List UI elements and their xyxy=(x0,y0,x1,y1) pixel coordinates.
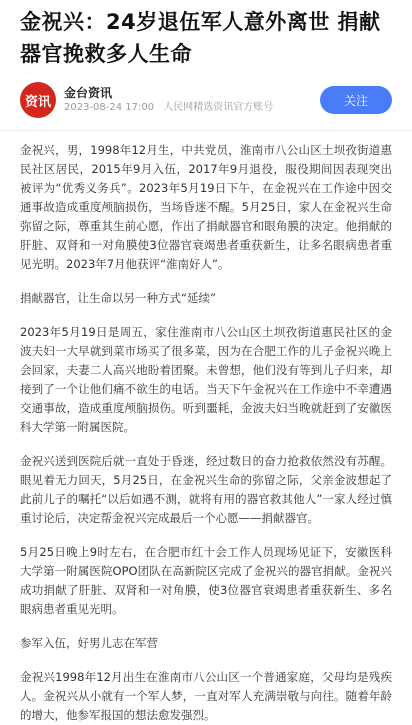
author-name[interactable]: 金台资讯 xyxy=(64,86,113,100)
paragraph: 5月25日晚上9时左右，在合肥市红十会工作人员现场见证下，安徽医科大学第一附属医院OPO团队在高新院区完成了金祝兴的器官捐献。金祝兴成功捐献了肝脏、双肾和一对角膜，使3位器官衰竭患者重获新生、多名眼病患者重见光明。 xyxy=(20,545,392,616)
paragraph: 金祝兴1998年12月出生在淮南市八公山区一个普通家庭，父母均是残疾人。金祝兴从小就有一个军人梦，一直对军人充满崇敬与向往。随着年龄的增大，他参军报国的想法愈发强烈。 xyxy=(20,670,392,722)
author-row xyxy=(20,82,392,118)
section-heading: 捐献器官，让生命以另一种方式“延续” xyxy=(20,291,216,305)
author-meta xyxy=(64,85,320,115)
paragraph: 金祝兴，男，1998年12月生，中共党员，淮南市八公山区土坝孜街道惠民社区居民，2015年9月入伍，2017年9月退役，服役期间因表现突出被评为“优秀义务兵”。2023年5月19日下午，在金祝兴在工作途中因交通事故造成重度颅脑损伤，当场昏迷不醒。5月25日，家人在金祝兴生命弥留之际，尊重其生前心愿，作出了捐献器官和眼角膜的决定。他捐献的肝脏、双肾和一对角膜使3位器官衰竭患者重获新生，让多名眼病患者重见光明。2023年7月他获评“淮南好人”。 xyxy=(20,143,392,271)
article-body xyxy=(20,131,392,725)
publish-date: 2023-08-24 17:00 xyxy=(64,102,155,113)
article-title: 金祝兴：24岁退伍军人意外离世 捐献器官挽救多人生命 xyxy=(20,10,381,66)
paragraph: 金祝兴送到医院后就一直处于昏迷，经过数日的奋力抢救依然没有苏醒。眼见着无力回天，5月25日，在金祝兴生命的弥留之际，父亲金波想起了此前儿子的嘱托“以后如遇不测，就将有用的器官救其他人”一家人经过慎重讨论后，决定帮金祝兴完成最后一个心愿——捐献器官。 xyxy=(20,454,392,525)
section-heading: 参军入伍，好男儿志在军营 xyxy=(20,636,158,650)
follow-button[interactable]: 关注 xyxy=(320,86,392,114)
author-avatar[interactable]: 资讯 xyxy=(20,82,56,118)
author-sub xyxy=(64,101,320,115)
paragraph: 2023年5月19日是周五，家住淮南市八公山区土坝孜街道惠民社区的金波夫妇一大早就到菜市场买了很多菜，因为在合肥工作的儿子金祝兴晚上会回家，夫妻二人高兴地盼着团聚。未曾想，他们没有等到儿子归来，却接到了一个让他们痛不欲生的电话。当天下午金祝兴在工作途中不幸遭遇交通事故，造成重度颅脑损伤。听到噩耗，金波夫妇当晚就赶到了安徽医科大学第一附属医院。 xyxy=(20,325,392,434)
author-desc: 人民网精选资讯官方账号 xyxy=(163,102,274,113)
